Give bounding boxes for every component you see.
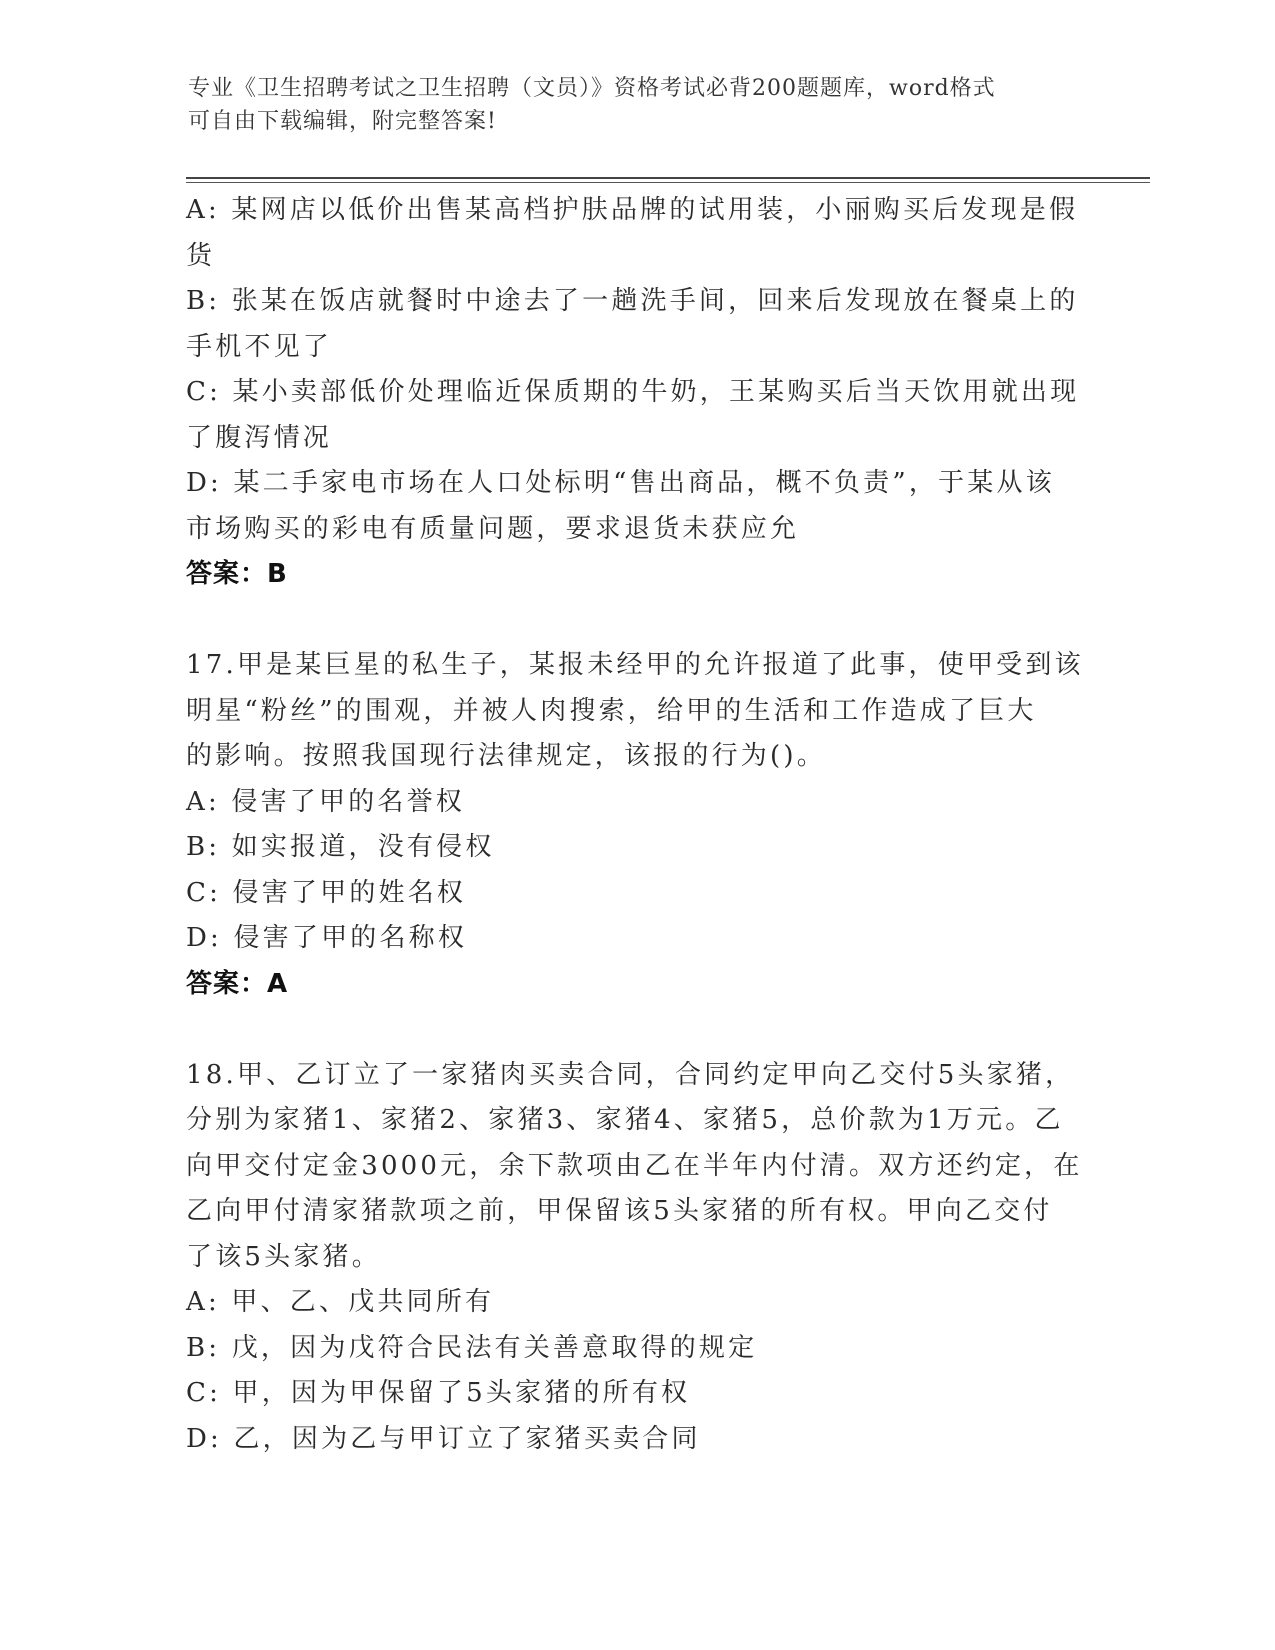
header-title-line-1: 专业《卫生招聘考试之卫生招聘（文员）》资格考试必背200题题库，word格式 bbox=[188, 76, 996, 101]
question-stem-line: 向甲交付定金3000元，余下款项由乙在半年内付清。双方还约定，在 bbox=[186, 1150, 1083, 1181]
option-a-line-2: 货 bbox=[186, 240, 216, 271]
option-c-line-2: 了腹泻情况 bbox=[186, 422, 333, 453]
question-17 bbox=[186, 643, 1086, 1007]
option-b: B: 戊，因为戊符合民法有关善意取得的规定 bbox=[186, 1332, 758, 1363]
option-a: A: 甲、乙、戊共同所有 bbox=[186, 1287, 495, 1317]
option-d-line-2: 市场购买的彩电有质量问题，要求退货未获应允 bbox=[186, 513, 800, 544]
option-d bbox=[186, 461, 1086, 552]
option-a-line-1: A: 某网店以低价出售某高档护肤品牌的试用装，小丽购买后发现是假 bbox=[186, 195, 1079, 225]
option-a: A: 侵害了甲的名誉权 bbox=[186, 786, 466, 817]
option-b-line-1: B: 张某在饭店就餐时中途去了一趟洗手间，回来后发现放在餐桌上的 bbox=[186, 286, 1079, 316]
option-c: C: 侵害了甲的姓名权 bbox=[186, 877, 467, 908]
option-c-line-1: C: 某小卖部低价处理临近保质期的牛奶，王某购买后当天饮用就出现 bbox=[186, 377, 1080, 407]
header-title-line-2: 可自由下载编辑，附完整答案! bbox=[188, 109, 497, 134]
question-18 bbox=[186, 1053, 1086, 1463]
question-stem-line: 18.甲、乙订立了一家猪肉买卖合同，合同约定甲向乙交付5头家猪， bbox=[186, 1059, 1075, 1090]
option-d: D: 乙，因为乙与甲订立了家猪买卖合同 bbox=[186, 1423, 701, 1454]
answer-label: 答案：A bbox=[186, 968, 289, 999]
spacer bbox=[186, 598, 1086, 644]
option-b: B: 如实报道，没有侵权 bbox=[186, 832, 495, 862]
option-d-line-1: D: 某二手家电市场在人口处标明“售出商品，概不负责”，于某从该 bbox=[186, 468, 1055, 498]
option-c: C: 甲，因为甲保留了5头家猪的所有权 bbox=[186, 1378, 691, 1408]
question-stem-line: 17.甲是某巨星的私生子，某报未经甲的允许报道了此事，使甲受到该 bbox=[186, 650, 1084, 680]
option-b bbox=[186, 279, 1086, 370]
header-divider-thick bbox=[186, 177, 1150, 179]
question-stem-line: 分别为家猪1、家猪2、家猪3、家猪4、家猪5，总价款为1万元。乙 bbox=[186, 1105, 1064, 1135]
spacer bbox=[186, 1007, 1086, 1053]
question-stem-line: 明星“粉丝”的围观，并被人肉搜索，给甲的生活和工作造成了巨大 bbox=[186, 695, 1037, 726]
question-content bbox=[186, 188, 1086, 1462]
question-16 bbox=[186, 188, 1086, 598]
option-a bbox=[186, 188, 1086, 279]
question-stem-line: 了该5头家猪。 bbox=[186, 1241, 381, 1272]
question-stem-line: 乙向甲付清家猪款项之前，甲保留该5头家猪的所有权。甲向乙交付 bbox=[186, 1196, 1053, 1226]
document-header bbox=[188, 72, 1068, 138]
option-d: D: 侵害了甲的名称权 bbox=[186, 923, 468, 953]
header-divider-thin bbox=[186, 182, 1150, 183]
option-c bbox=[186, 370, 1086, 461]
option-b-line-2: 手机不见了 bbox=[186, 331, 333, 362]
answer-label: 答案：B bbox=[186, 559, 288, 589]
question-stem-line: 的影响。按照我国现行法律规定，该报的行为()。 bbox=[186, 741, 826, 771]
